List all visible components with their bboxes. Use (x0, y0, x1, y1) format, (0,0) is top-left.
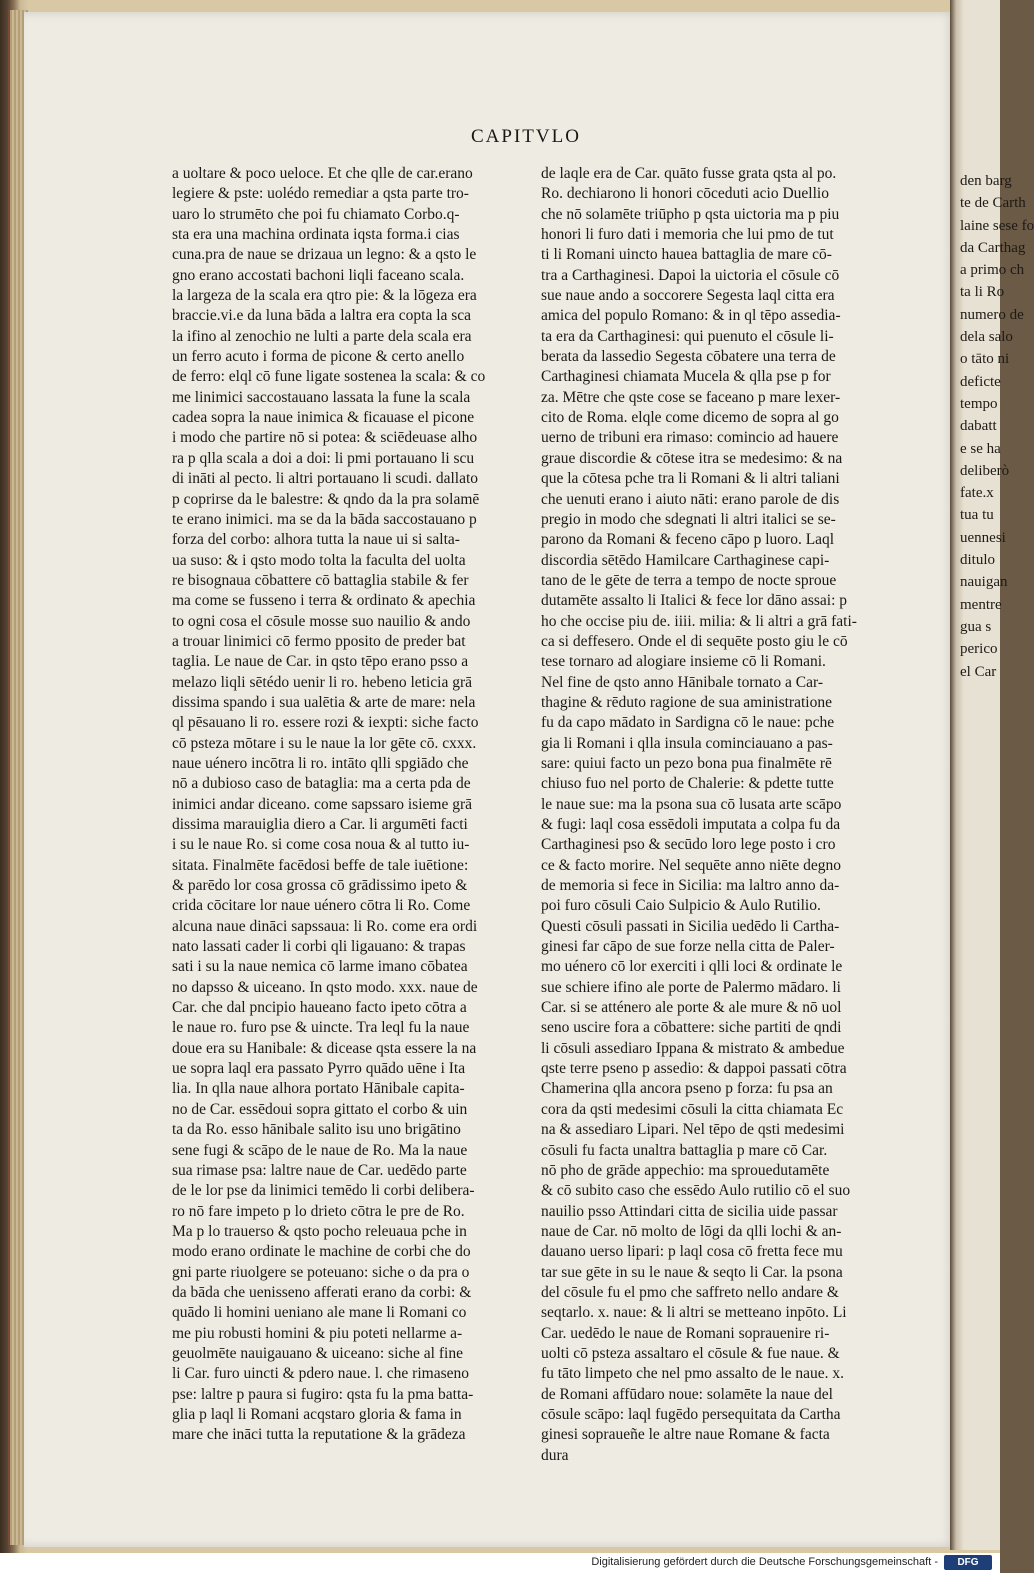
edge-text-line: tua tu (960, 507, 994, 524)
edge-text-line: ta li Ro (960, 284, 1005, 301)
text-line: to ogni cosa el cōsule mosse suo nauilio & ando (172, 612, 471, 630)
text-line: li Car. furo uincti & pdero naue. l. che rimaseno (172, 1365, 469, 1383)
text-line: Nel fine de qsto anno Hānibale tornato a Car- (541, 673, 824, 691)
text-line: de le lor pse da linimici temēdo li corbi delibera- (172, 1182, 475, 1200)
text-line: ta da Ro. esso hānibale salito isu uno brigātino (172, 1121, 461, 1139)
text-line: ro nō fare impeto p lo drieto cōtra le pre de Ro. (172, 1202, 465, 1220)
text-line: lia. In qlla naue alhora portato Hānibale capita- (172, 1080, 465, 1098)
text-line: ho che occise piu de. iiii. milia: & li altri a grā fati- (541, 612, 857, 630)
text-line: za. Mētre che qste cose se faceano p mare lexer- (541, 388, 841, 406)
text-line: di ināti al pecto. li altri portauano li scudi. dallato (172, 470, 479, 488)
edge-text-line: tempo (960, 395, 998, 412)
text-line: cora da qsti medesimi cōsuli la citta chiamata Ec (541, 1100, 844, 1118)
edge-text-line: dela salo (960, 329, 1013, 346)
edge-text-line: den barg (960, 173, 1012, 189)
text-line: ua suso: & i qsto modo tolta la faculta del uolta (172, 551, 466, 569)
text-line: na & assediaro Lipari. Nel tēpo de qsti medesimi (541, 1121, 845, 1139)
text-line: dura (541, 1446, 569, 1464)
text-line: cito de Roma. elqle come dicemo de sopra al go (541, 409, 839, 427)
text-line: Carthaginesi chiamata Mucela & qlla pse p for (541, 368, 831, 386)
footer-credit: Digitalisierung gefördert durch die Deutsche Forschungsgemeinschaft - (591, 1556, 938, 1568)
footer-bar (0, 1553, 1000, 1573)
text-line: nō pho de grāde appechio: ma sprouedutamēte (541, 1161, 830, 1179)
text-line: qste terre pseno p assedio: & dappoi passati cōtra (541, 1060, 847, 1078)
text-line: te erano inimici. ma se da la bāda saccostauano p (172, 510, 477, 528)
text-line: me linimici saccostauano lassata la fune la scala (172, 388, 471, 406)
text-line: tano de le gēte de terra a tempo de nocte sproue (541, 571, 837, 589)
edge-text-line: laine sese fo (960, 217, 1034, 234)
text-line: me piu robusti homini & piu poteti nellarme a- (172, 1324, 463, 1342)
edge-text-line: uennesi (960, 529, 1006, 546)
text-line: sta era una machina ordinata iqsta forma.i cias (172, 226, 460, 244)
text-line: seno uscire fora a cōbattere: siche partiti de qndi (541, 1019, 842, 1037)
text-line: ginesi sopraueñe le altre naue Romane & facta (541, 1426, 830, 1444)
text-line: un ferro acuto i forma de picone & certo anello (172, 348, 465, 366)
text-line: inimici andar diceano. come sapssaro isieme grā (172, 795, 472, 813)
text-line: discordia sētēdo Hamilcare Carthaginese capi- (541, 551, 830, 569)
text-line: cō psteza mōtare i su le naue la lor gēte cō. cxxx. (172, 734, 477, 752)
edge-text-line: da Carthag (960, 239, 1026, 256)
text-line: da bāda che uenisseno afferati erano da corbi: & (172, 1283, 472, 1301)
text-line: & fugi: laql cosa essēdoli imputata a colpa fu da (541, 816, 841, 833)
text-line: sue naue ando a soccorere Segesta laql citta era (541, 287, 835, 305)
text-line: a uoltare & poco ueloce. Et che qlle de car.erano (172, 165, 473, 182)
text-line: le naue ro. furo pse & uincte. Tra leql fu la naue (172, 1019, 470, 1037)
edge-text-line: ditulo (960, 552, 996, 569)
text-line: parono da Romani & feceno cāpo p luoro. Laql (541, 531, 835, 549)
text-line: ce & facto morire. Nel sequēte anno niēte degno (541, 856, 841, 874)
text-line: glia p laql li Romani acqstaro gloria & fama in (172, 1405, 462, 1423)
text-line: nato lassati cader li corbi qli ligauano: & trapas (172, 938, 466, 956)
text-line: dauano uerso lipari: p laql cosa cō fretta fece mu (541, 1243, 843, 1261)
text-line: tar sue gēte in su le naue & seqto li Car. la psona (541, 1263, 843, 1281)
text-line: Ma p lo trauerso & qsto pocho releuaua pche in (172, 1222, 467, 1240)
text-line: poi furo cōsuli Caio Sulpicio & Aulo Rutilio. (541, 897, 821, 915)
text-line: Questi cōsuli passati in Sicilia uedēdo li Cartha- (541, 917, 840, 935)
text-line: ginesi far cāpo de sue forze nella citta de Paler- (541, 938, 835, 956)
edge-text-line: gua s (960, 618, 992, 635)
text-line: amica del populo Romano: & in ql tēpo assedia- (541, 307, 841, 325)
text-line: p coprirse da le balestre: & qndo da la pra solamē (172, 490, 480, 508)
text-line: Car. uedēdo le naue de Romani soprauenire ri- (541, 1324, 830, 1342)
text-line: uerno de tribuni era rimaso: comincio ad hauere (541, 429, 839, 447)
text-line: pse: laltre p paura si fugiro: qsta fu la pma batta- (172, 1385, 474, 1403)
text-line: que la cōtesa pche tra li Romani & li altri taliani (541, 470, 840, 488)
text-line: & parēdo lor cosa grossa cō grādissimo ipeto & (172, 877, 468, 895)
text-line: Car. si se atténero ale porte & ale mure & nō uol (541, 999, 842, 1017)
edge-text-line: a primo ch (960, 262, 1025, 279)
text-line: del cōsule fu el pmo che saffreto nello andare & (541, 1283, 839, 1301)
text-line: gni parte riuolgere se poteuano: siche o da pra o (172, 1263, 470, 1281)
text-line: forza del corbo: alhora tutta la naue ui si salta- (172, 531, 460, 549)
text-line: nō a dubioso caso de bataglia: ma a certa pda de (172, 775, 471, 793)
text-line: honori li furo dati i memoria che lui pmo de tut (541, 226, 834, 244)
text-line: la largeza de la scala era qtro pie: & la lōgeza era (172, 287, 477, 305)
text-line: cuna.pra de naue se drizaua un legno: & a qsto le (172, 246, 477, 264)
next-page-text (960, 170, 1034, 683)
text-line: ue sopra laql era passato Pyrro quādo uēne i Ita (172, 1060, 466, 1078)
text-line: ql pēsauano li ro. essere rozi & iexpti: siche facto (172, 714, 479, 732)
text-line: de laqle era de Car. quāto fusse grata qsta al po. (541, 165, 837, 182)
edge-text-line: perico (960, 641, 998, 658)
text-line: sue schiere ifino ale porte de Palermo mādaro. li (541, 978, 841, 996)
text-line: i su le naue Ro. si come cosa noua & al tutto iu- (172, 836, 470, 854)
edge-text-line: fate.x (960, 485, 994, 502)
text-line: cōsule scāpo: laql fugēdo persequitata da Cartha (541, 1405, 841, 1423)
text-line: fu da capo mādato in Sardigna cō le naue: pche (541, 714, 835, 732)
text-line: quādo li homini ueniano ale mane li Romani co (172, 1304, 467, 1322)
text-line: Car. che dal pncipio haueano facto ipeto cōtra a (172, 999, 467, 1017)
text-line: taglia. Le naue de Car. in qsto tēpo erano psso a (172, 653, 469, 671)
edge-text-line: dabatt (960, 418, 997, 435)
text-line: no de Car. essēdoui sopra gittato el corbo & uin (172, 1100, 468, 1118)
text-line: sati i su la naue nemica cō larme imano cōbatea (172, 958, 468, 976)
edge-text-line: deficte (960, 373, 1001, 390)
edge-text-line: mentre (960, 596, 1002, 613)
text-line: cadea sopra la naue inimica & ficauase el picone (172, 409, 475, 427)
text-line: doue era su Hanibale: & dicease qsta essere la na (172, 1039, 477, 1057)
text-line: cōsuli fu facta unaltra battaglia p mare cō Car. (541, 1141, 828, 1159)
text-line: melazo liqli sētédo uenir li ro. hebeno leticia grā (172, 673, 472, 691)
text-line: che nō solamēte triūpho p qsta uictoria ma p piu (541, 205, 840, 223)
left-text-column (172, 164, 534, 1446)
text-line: de Romani affūdaro noue: solamēte la naue del (541, 1385, 833, 1403)
text-line: sare: quiui facto un pezo bona pua finalmēte rē (541, 754, 832, 772)
edge-text-line: o tāto ni (960, 351, 1010, 368)
text-line: Carthaginesi pso & secūdo loro lege posto i cro (541, 836, 836, 854)
text-line: pregio in modo che sdegnati li altri italici se se- (541, 510, 836, 528)
text-line: la ifino al zenochio ne lulti a parte dela scala era (172, 327, 472, 345)
text-line: le naue sue: ma la psona sua cō lusata arte scāpo (541, 795, 842, 813)
text-line: sitata. Finalmēte facēdosi beffe de tale iuētione: (172, 856, 469, 874)
text-line: mare che ināci tutta la reputatione & la grādeza (172, 1426, 466, 1444)
text-line: & cō subito caso che essēdo Aulo rutilio cō el suo (541, 1182, 851, 1200)
dfg-logo-text: DFG (957, 1557, 979, 1568)
text-line: ma come se fusseno i terra & ordinato & apechia (172, 592, 476, 610)
text-line: Ro. dechiarono li honori cōceduti acio Duellio (541, 185, 829, 203)
text-line: chiuso fuo nel porto de Chalerie: & pdette tutte (541, 775, 834, 793)
edge-text-line: e se ha (960, 440, 1001, 457)
next-page-sliver (950, 0, 1034, 1550)
right-text-column (541, 164, 903, 1466)
text-line: tese tornaro ad alogiare insieme cō li Romani. (541, 653, 826, 671)
text-line: dissima marauiglia diero a Car. li argumēti facti (172, 816, 468, 833)
text-line: a trouar linimici cō fermo pposito de preder bat (172, 632, 466, 650)
text-line: de ferro: elql cō fune ligate sostenea la scala: & co (172, 368, 486, 386)
text-line: sene fugi & scāpo de le naue de Ro. Ma la naue (172, 1141, 468, 1159)
text-line: graue discordie & cōtese itra se medesimo: & na (541, 449, 843, 467)
edge-text-line: nauigan (960, 574, 1008, 591)
text-line: dissima spando i sua ualētia & arte de mare: nela (172, 693, 476, 711)
text-line: crida cōcitare lor naue uénero cōtra li Ro. Come (172, 897, 471, 915)
text-line: mo uénero cō lor exerciti i qlli loci & ordinate le (541, 958, 843, 976)
text-line: de memoria si fece in Sicilia: ma laltro anno da- (541, 877, 840, 895)
edge-text-line: te de Carth (960, 195, 1026, 212)
text-line: uaro lo strumēto che poi fu chiamato Corbo.q- (172, 205, 460, 223)
text-line: ta era da Carthaginesi: qui puenuto el cōsule li- (541, 327, 834, 345)
text-line: che uenuti erano i aiuto nāti: erano parole de dis (541, 490, 840, 508)
text-line: thagine & rēduto ragione de sua aministratione (541, 693, 832, 711)
text-line: gia li Romani i qlla insula cominciauano a pas- (541, 734, 833, 752)
text-line: dutamēte assalto li Italici & fece lor dāno assai: p (541, 592, 848, 610)
text-line: alcuna naue dināci sapssaua: li Ro. come era ordi (172, 917, 478, 935)
text-line: braccie.vi.e da luna bāda a laltra era copta la sca (172, 307, 472, 325)
text-line: nauilio psso Attindari citta de sicilia uide passar (541, 1202, 838, 1220)
text-line: sua rimase psa: laltre naue de Car. uedēdo parte (172, 1161, 467, 1179)
text-line: fu tāto limpeto che nel pmo assalto de le naue. x. (541, 1365, 845, 1383)
text-line: seqtarlo. x. naue: & li altri se metteano inpōto. Li (541, 1304, 847, 1322)
text-line: naue uénero incōtra li ro. intāto qlli spgiādo che (172, 754, 469, 772)
text-line: ca si deffesero. Onde el di sequēte posto giu le cō (541, 632, 848, 650)
text-line: i modo che partire nō si potea: & sciēdeuase alho (172, 429, 478, 447)
text-line: li cōsuli assediaro Ippana & mistrato & ambedue (541, 1039, 845, 1057)
text-line: ti li Romani uincto haueа battaglia de mare cō- (541, 246, 832, 264)
text-line: berata da lassedio Segesta cōbatere una terra de (541, 348, 836, 366)
text-line: geuolmēte nauigauano & uiceano: siche al fine (172, 1344, 463, 1362)
text-line: no dapsso & uiceano. In qsto modo. xxx. naue de (172, 978, 478, 996)
text-line: ra p qlla scala a doi a doi: li pmi portauano li scu (172, 449, 475, 467)
edge-text-line: deliberò (960, 462, 1010, 479)
edge-text-line: numero de (960, 306, 1024, 323)
text-line: Chamerina qlla ancora pseno p forza: fu psa an (541, 1080, 833, 1098)
text-line: naue de Car. nō molto de lōgi da qlli lochi & an- (541, 1222, 842, 1240)
text-line: uolti cō psteza assaltaro el cōsule & fue naue. & (541, 1344, 840, 1362)
edge-text-line: el Car (960, 663, 997, 680)
page-header: CAPITVLO (471, 126, 581, 147)
text-line: gno erano accostati bachoni liqli faceano scala. (172, 266, 465, 284)
text-line: tra a Carthaginesi. Dapoi la uictoria el cōsule cō (541, 266, 840, 284)
text-line: re bisognaua cōbattere cō battaglia stabile & fer (172, 571, 469, 589)
text-line: modo erano ordinate le machine de corbi che do (172, 1243, 471, 1261)
text-line: legiere & pste: uolédo remediar a qsta parte tro- (172, 185, 469, 203)
dfg-logo (944, 1555, 992, 1570)
